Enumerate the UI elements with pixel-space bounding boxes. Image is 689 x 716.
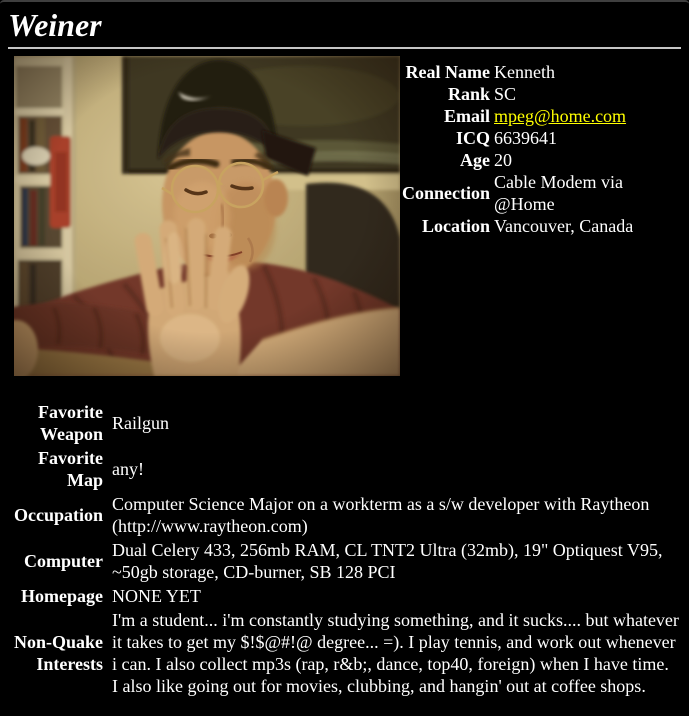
profile-row-age [400,149,644,171]
profile-row-icq [400,127,644,149]
field-value: SC [494,84,517,104]
profile-photo [14,56,400,376]
field-label: Rank [447,84,491,104]
field-label: Computer [24,551,103,571]
field-value: Vancouver, Canada [494,216,634,236]
field-label: Favorite Map [38,448,103,490]
field-value: 20 [494,150,513,170]
field-label: Occupation [13,505,103,525]
profile-row-rank [400,83,644,105]
field-value: Dual Celery 433, 256mb RAM, CL TNT2 Ultra (32mb), 19" Optiquest V95, ~50gb storage, CD-burner, SB 128 PCI [112,540,663,582]
field-label: Homepage [21,586,103,606]
field-label: Favorite Weapon [38,402,103,444]
details-row-occupation [8,493,681,537]
field-label: Email [444,106,491,126]
field-label: Real Name [405,62,491,82]
field-label: ICQ [456,128,491,148]
profile-row-connection [400,171,644,215]
field-label: Location [422,216,491,236]
window-top-edge [0,0,689,4]
field-value: NONE YET [112,586,201,606]
details-row-homepage [8,585,681,607]
email-link[interactable]: mpeg@home.com [494,106,627,126]
field-label: Age [460,150,491,170]
field-value: Computer Science Major on a workterm as a s/w developer with Raytheon (http://www.raytheon.com) [112,494,650,536]
field-value: any! [112,459,144,479]
divider [8,47,681,49]
field-value: Kenneth [494,62,555,82]
field-value: 6639641 [494,128,558,148]
page-title: Weiner [8,7,102,43]
details-row-favorite-map [8,447,681,491]
details-row-computer [8,539,681,583]
details-row-favorite-weapon [8,401,681,445]
photo-vignette [14,56,400,376]
field-value: Cable Modem via @Home [494,172,623,214]
profile-row-email [400,105,644,127]
field-value: Railgun [112,413,169,433]
profile-row-real-name [400,61,644,83]
profile-info-table [400,61,644,237]
field-label: Connection [402,183,491,203]
profile-row-location [400,215,644,237]
field-label: Non-Quake Interests [13,632,103,674]
top-section [8,56,681,376]
details-table [8,399,681,699]
field-value: I'm a student... i'm constantly studying something, and it sucks.... but whatever it takes to get my $!$@#!@ degree... =). I play tennis, and work out whenever i can. I also collect mp3s (rap, r&b;, dance, top40, foreign) when I have time. I also like going out for movies, clubbing, and hangin' out at coffee shops. [112,610,679,696]
details-row-non-quake-interests [8,609,681,697]
